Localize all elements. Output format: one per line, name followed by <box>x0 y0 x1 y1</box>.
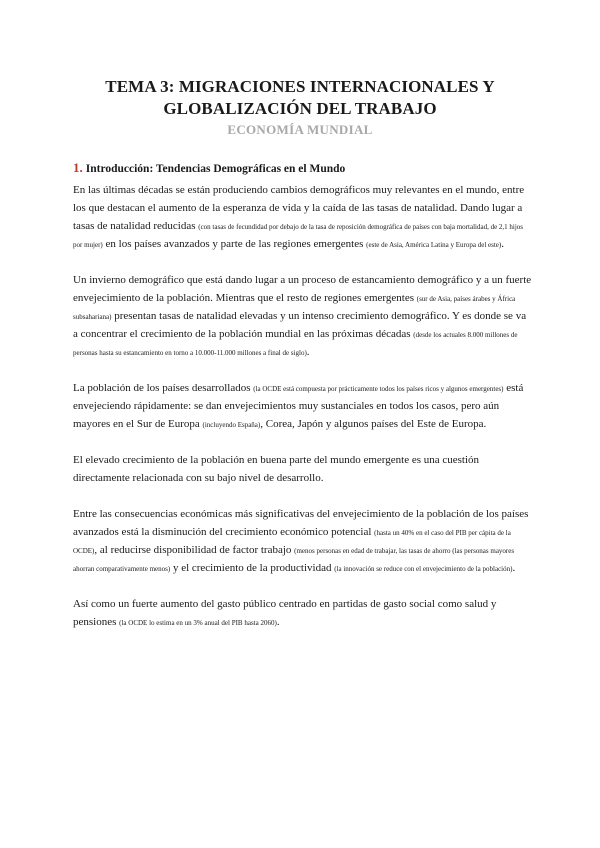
paragraph-6 <box>73 595 533 631</box>
paragraph-3 <box>73 379 533 433</box>
paragraph-1-text-e: . <box>501 238 504 250</box>
paragraph-5-note-d: (menos personas en edad de trabajar, las tasas de ahorro (las personas mayores ahorran comparativamente menos) <box>73 547 515 573</box>
paragraph-5-text-g: . <box>512 562 516 574</box>
paragraph-5-text-e: y el crecimiento de la productividad <box>170 562 335 574</box>
paragraph-6-text-a: Así como un fuerte aumento del gasto público centrado en partidas de gasto social como salud y pensiones <box>73 598 497 628</box>
paragraph-5-note-f: (la innovación se reduce con el envejecimiento de la población) <box>334 565 513 573</box>
paragraph-3-note-d: (incluyendo España) <box>202 421 261 429</box>
paragraph-6-note-b: (la OCDE lo estima en un 3% anual del PIB hasta 2060) <box>119 619 277 627</box>
paragraph-2-text-a: Un invierno demográfico que está dando lugar a un proceso de estancamiento demográfico y a un fuerte envejecimiento de la población. Mientras que el resto de regiones emergentes <box>73 274 532 304</box>
document-title-line-1: TEMA 3: MIGRACIONES INTERNACIONALES Y <box>105 77 495 96</box>
document-body <box>73 181 533 649</box>
paragraph-2-note-b: (sur de Asia, países árabes y África subsahariana) <box>73 295 516 321</box>
paragraph-5 <box>73 505 533 577</box>
paragraph-2 <box>73 271 533 361</box>
paragraph-1-note-b: (con tasas de fecundidad por debajo de la tasa de reposición demográfica de países con baja mortalidad, de 2,1 hijos por mujer) <box>73 223 524 249</box>
paragraph-1-text-a: En las últimas décadas se están produciendo cambios demográficos muy relevantes en el mundo, entre los que destacan el aumento de la esperanza de vida y la caída de las tasas de natalidad. Dando lugar a tasas de natalidad reducidas <box>73 184 525 232</box>
paragraph-3-note-b: (la OCDE está compuesta por prácticamente todos los países ricos y algunos emergentes) <box>253 385 504 393</box>
paragraph-4 <box>73 451 533 487</box>
document-title-line-2: GLOBALIZACIÓN DEL TRABAJO <box>163 99 437 118</box>
document-subtitle: ECONOMÍA MUNDIAL <box>227 122 373 137</box>
paragraph-3-text-a: La población de los países desarrollados <box>73 382 254 394</box>
paragraph-5-text-a: Entre las consecuencias económicas más significativas del envejecimiento de la población de los países avanzados está la disminución del crecimiento económico potencial <box>73 508 529 538</box>
paragraph-5-note-b: (hasta un 40% en el caso del PIB per cápita de la OCDE) <box>73 529 511 555</box>
paragraph-1-note-d: (este de Asia, América Latina y Europa del este) <box>366 241 502 249</box>
paragraph-5-text-c: , al reducirse disponibilidad de factor trabajo <box>94 544 295 556</box>
paragraph-2-text-e: . <box>306 346 310 358</box>
paragraph-6-text-c: . <box>276 616 280 628</box>
paragraph-4-text-a: El elevado crecimiento de la población en buena parte del mundo emergente es una cuestión directamente relacionada con su bajo nivel de desarrollo. <box>73 454 480 484</box>
paragraph-2-text-c: presentan tasas de natalidad elevadas y un intenso crecimiento demográfico. Y es donde se va a concentrar el crecimiento de la población mundial en las próximas décadas <box>73 310 527 340</box>
paragraph-1 <box>73 181 533 253</box>
paragraph-2-note-d: (desde los actuales 8.000 millones de personas hasta su estancamiento en torno a 10.000-11.000 millones a final de siglo) <box>73 331 518 357</box>
section-title: Introducción: Tendencias Demográficas en el Mundo <box>85 163 346 175</box>
section-heading <box>73 160 345 176</box>
paragraph-1-text-c: en los países avanzados y parte de las regiones emergentes <box>102 238 367 250</box>
paragraph-3-text-e: , Corea, Japón y algunos países del Este de Europa. <box>260 418 487 430</box>
paragraph-3-text-c: está envejeciendo rápidamente: se dan envejecimientos muy sustanciales en todos los casos, pero aún mayores en el Sur de Europa <box>73 382 524 430</box>
section-number: 1. <box>73 160 83 175</box>
